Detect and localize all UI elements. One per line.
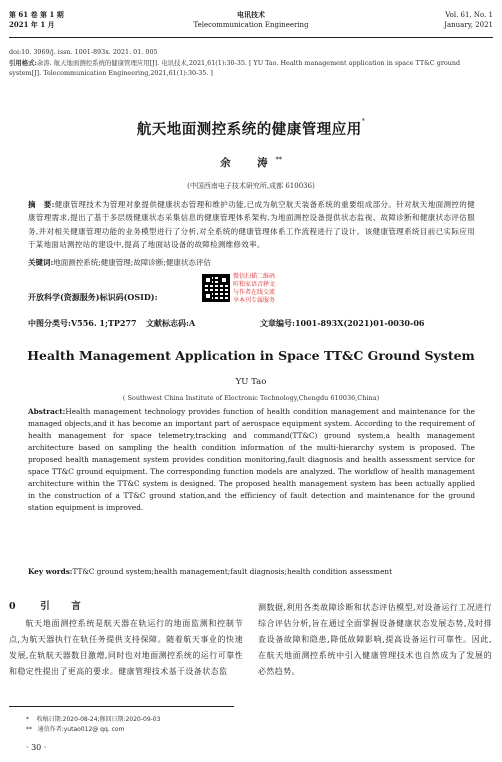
abstract-cn-text: 健康管理技术为管理对象提供健康状态管理和维护功能,已成为航空航天装备系统的重要组成部分。针对航天地面测控的健康管理需求,提出了基于多层级健康状态采集信息的健康管理体系架构,为地面测控设备提供状态监视、故障诊断和健康状态评估服务,并对相关健康管理功能的业务模型进行了分析,对全系统的健康管理体系工作流程进行了设计。该健康管理系统目前已实际应用于某地面站测控站的建设中,提高了地面站设备的故障检测维修效率。 [28, 200, 475, 249]
qr-code-icon[interactable] [202, 274, 230, 302]
section-heading [9, 598, 87, 612]
footnote-divider [9, 706, 234, 707]
osid-label: 开放科学(资源服务)标识码(OSID): [28, 292, 158, 302]
title-footnote-mark: * [361, 118, 366, 125]
date-cn: 2021 年 1 月 [9, 20, 55, 29]
doi[interactable]: doi:10. 3969/j. issn. 1001-893x. 2021. 01. 005 [9, 48, 158, 56]
keywords-cn-label: 关键词: [28, 258, 54, 267]
qr-caption [233, 273, 275, 305]
section-title: 引 言 [40, 601, 87, 612]
keywords-cn [28, 257, 475, 269]
qr-caption-line: 享本刊专属服务 [233, 297, 276, 304]
volume-cn: 第 61 卷 第 1 期 [9, 10, 64, 19]
body-text-left: 航天地面测控系统是航天器在轨运行的地面监测和控制节点,为航天器执行在轨任务提供支持保障。随着航天事业的快速发展,在轨航天器数目激增,同时也对地面测控系统的运行可靠性和稳定性提出了更高的要求。健康管理技术基于设备状态监 [9, 619, 243, 676]
received-dates: 收稿日期:2020-08-24;修回日期:2020-09-03 [36, 716, 161, 723]
body-column-right: 测数据,利用各类故障诊断和状态评估模型,对设备运行工况进行综合评估分析,旨在通过全面掌握设备健康状态发展态势,及时排查设备故障和隐患,降低故障影响,提高设备运行可靠性。因此,在航天地面测控系统中引入健康管理技术也自然成为了发展的必然趋势。 [258, 603, 492, 676]
footnote-email [26, 725, 124, 734]
qr-finder-icon [204, 276, 212, 284]
footnote-mark: * [26, 716, 29, 723]
body-column-left [9, 616, 243, 680]
abstract-cn [28, 198, 475, 251]
clc-number: 中图分类号:V556. 1;TP277 [28, 318, 137, 328]
qr-caption-line: 听独家语音释文 [233, 281, 276, 288]
footnote-received [26, 715, 160, 724]
volume-en: Vol. 61, No. 1 [445, 11, 493, 19]
keywords-cn-text: 地面测控系统;健康管理;故障诊断;健康状态评估 [53, 258, 211, 267]
keywords-en-text: TT&C ground system;health management;fault diagnosis;health condition assessment [72, 567, 393, 576]
journal-name-cn: 电讯技术 [237, 10, 265, 19]
running-header [9, 10, 493, 38]
qr-finder-icon [204, 292, 212, 300]
keywords-en [28, 566, 475, 578]
citation-label: 引用格式: [9, 59, 37, 67]
author-cn [0, 155, 502, 170]
abstract-en-label: Abstract: [28, 407, 66, 416]
citation [9, 58, 493, 78]
article-number: 文章编号:1001-893X(2021)01-0030-06 [260, 318, 425, 328]
abstract-en [28, 406, 475, 514]
author-footnote-mark: ** [275, 156, 282, 164]
author-cn-name: 余 涛 [220, 157, 276, 169]
header-center [9, 10, 493, 30]
affiliation-en: ( Southwest China Institute of Electronic Technology,Chengdu 610036,China) [122, 394, 380, 402]
title-en: Health Management Application in Space TT&C Ground System [27, 348, 475, 363]
section-number: 0 [9, 601, 22, 612]
corresponding-email[interactable]: 通信作者:yutao012@ qq. com [37, 726, 125, 733]
footnote-mark: ** [26, 726, 32, 733]
author-en: YU Tao [235, 377, 267, 387]
abstract-cn-label: 摘 要: [28, 200, 55, 209]
affiliation-cn: (中国西南电子技术研究所,成都 610036) [187, 182, 315, 190]
qr-caption-line: 与作者在线交流 [233, 289, 276, 296]
header-right [444, 10, 493, 30]
date-en: January, 2021 [444, 21, 493, 29]
keywords-en-label: Key words: [28, 567, 73, 576]
title-cn [0, 118, 502, 139]
title-cn-text: 航天地面测控系统的健康管理应用 [136, 121, 362, 138]
qr-caption-line: 微信扫描二维码 [233, 273, 276, 280]
abstract-en-text: Health management technology provides function of health condition management and maintenance for the managed objects,and it has become an important part of aerospace equipment system. According to the requirement of health management for space telemetry,tracking and command(TT&C) ground system,a health management architecture based on sampling the health condition information of the multi-hierarchy system is proposed. The proposed health management system provides condition monitoring,fault diagnosis and health assessment service for space TT&C ground equipment. The corresponding function models are analyzed. The workflow of health management architecture within the TT&C system is designed. The proposed health management system has been actually applied in the construction of a TT&C ground station,and the efficiency of fault detection and maintenance for the ground station equipment is improved. [28, 407, 475, 512]
journal-name-en: Telecommunication Engineering [193, 21, 309, 29]
qr-finder-icon [220, 276, 228, 284]
page-number: · 30 · [26, 743, 47, 752]
document-code: 文献标志码:A [146, 318, 196, 328]
citation-text: 余涛. 航天地面测控系统的健康管理应用[J]. 电讯技术,2021,61(1):30-35. [ YU Tao. Health management application in space TT&C ground system[J]. Telecommunication Engineering,2021,61(1):30-35. ] [9, 59, 461, 77]
